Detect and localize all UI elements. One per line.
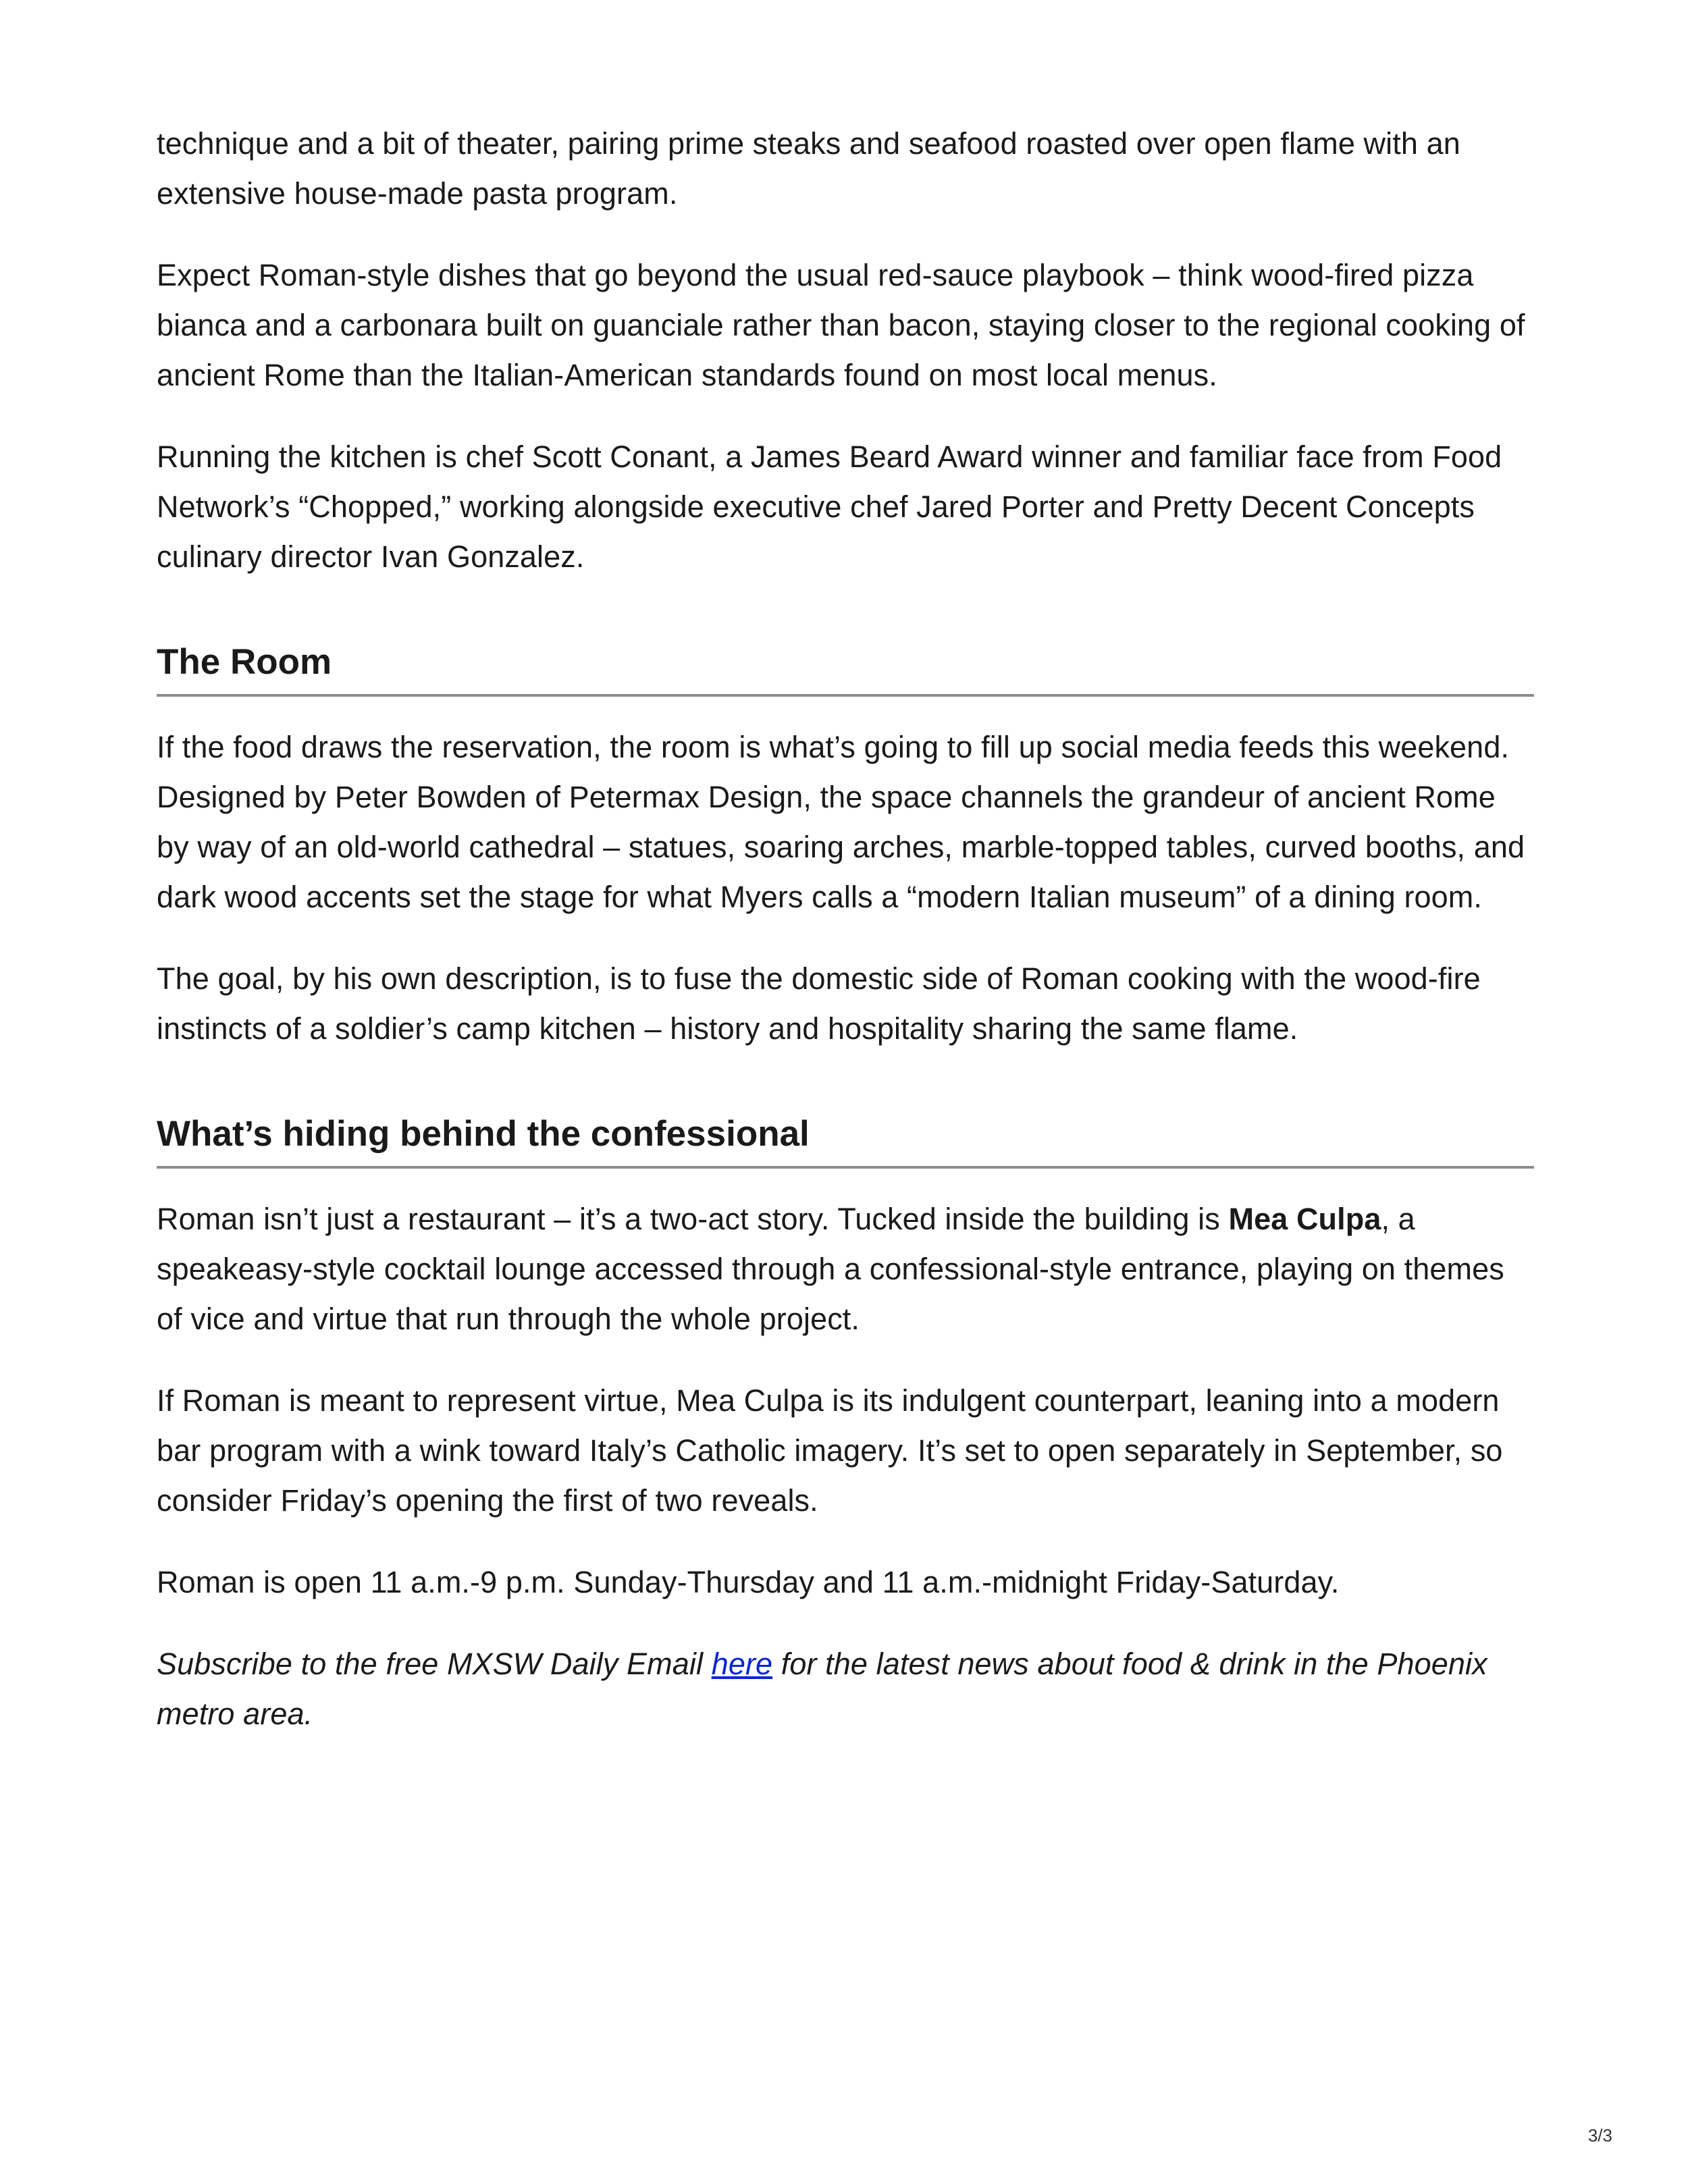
subscribe-link[interactable]: here [711,1647,773,1681]
paragraph-room: If the food draws the reservation, the room is what’s going to fill up social media feeds this weekend. Designed by Peter Bowden of Petermax Design, the space channels the grandeur of ancient Rome by way of an old-world cathedral – statues, soaring arches, marble-topped tables, curved booths, and dark wood accents set the stage for what Myers calls a “modern Italian museum” of a dining room. [157,730,1525,914]
subscribe-text-before: Subscribe to the free MXSW Daily Email [157,1647,712,1681]
paragraph-subscribe [157,1639,1534,1739]
paragraph-mea-culpa [157,1194,1534,1344]
paragraph-roman-dishes: Expect Roman-style dishes that go beyond the usual red-sauce playbook – think wood-fired pizza bianca and a carbonara built on guanciale rather than bacon, staying closer to the regional cooking of ancient Rome than the Italian-American standards found on most local menus. [157,258,1525,392]
heading-the-room: The Room [157,639,1534,697]
paragraph-kitchen: Running the kitchen is chef Scott Conant, a James Beard Award winner and familiar face from Food Network’s “Chopped,” working alongside executive chef Jared Porter and Pretty Decent Concepts culinary director Ivan Gonzalez. [157,440,1502,574]
mea-culpa-text-after: , a speakeasy-style cocktail lounge accessed through a confessional-style entrance, playing on themes of vice and virtue that run through the whole project. [157,1202,1504,1336]
paragraph-goal: The goal, by his own description, is to fuse the domestic side of Roman cooking with the wood-fire instincts of a soldier’s camp kitchen – history and hospitality sharing the same flame. [157,961,1481,1046]
page-number: 3/3 [1587,2125,1612,2146]
paragraph-technique: technique and a bit of theater, pairing prime steaks and seafood roasted over open flame with an extensive house-made pasta program. [157,126,1460,211]
paragraph-virtue: If Roman is meant to represent virtue, Mea Culpa is its indulgent counterpart, leaning into a modern bar program with a wink toward Italy’s Catholic imagery. It’s set to open separately in September, so consider Friday’s opening the first of two reveals. [157,1383,1503,1518]
mea-culpa-text-before: Roman isn’t just a restaurant – it’s a two-act story. Tucked inside the building is [157,1202,1229,1236]
paragraph-hours: Roman is open 11 a.m.-9 p.m. Sunday-Thursday and 11 a.m.-midnight Friday-Saturday. [157,1565,1340,1599]
subscribe-text-after: for the latest news about food & drink in the Phoenix metro area. [157,1647,1487,1731]
article-body [157,119,1534,1771]
mea-culpa-bold: Mea Culpa [1228,1202,1381,1236]
heading-confessional: What’s hiding behind the confessional [157,1111,1534,1169]
